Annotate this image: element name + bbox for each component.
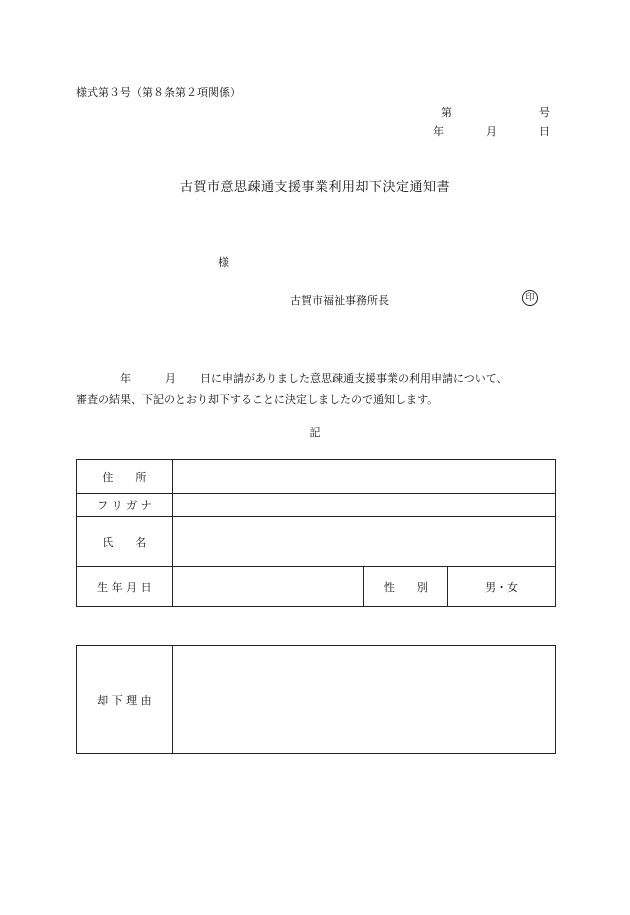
sex-label: 性 別 xyxy=(364,567,448,607)
ki-heading: 記 xyxy=(309,426,321,439)
reason-field[interactable] xyxy=(172,646,555,754)
furigana-label: フ リ ガ ナ xyxy=(77,494,173,517)
furigana-row xyxy=(77,494,556,517)
number-prefix: 第 xyxy=(441,106,452,119)
notice-body xyxy=(76,368,508,410)
sex-value[interactable]: 男・女 xyxy=(448,567,556,607)
birth-sex-row xyxy=(77,567,556,607)
applicant-info-table xyxy=(76,459,556,607)
seal-mark: 印 xyxy=(522,290,538,306)
reason-label: 却 下 理 由 xyxy=(77,646,173,754)
date-year: 年 xyxy=(433,125,444,138)
reason-row xyxy=(77,646,556,754)
notice-body-line-1 xyxy=(76,368,508,389)
address-label: 住 所 xyxy=(77,460,173,494)
document-number-line xyxy=(441,104,550,120)
furigana-field[interactable] xyxy=(172,494,555,517)
body-line1-rest: 日に申請がありました意思疎通支援事業の利用申請について、 xyxy=(200,372,508,385)
date-month: 月 xyxy=(486,125,497,138)
notice-body-line-2: 審査の結果、下記のとおり却下することに決定しましたので通知します。 xyxy=(76,393,439,406)
date-day: 日 xyxy=(539,125,550,138)
document-title: 古賀市意思疎通支援事業利用却下決定通知書 xyxy=(179,180,450,195)
addressee-suffix: 様 xyxy=(218,256,229,269)
name-row xyxy=(77,517,556,567)
address-row xyxy=(77,460,556,494)
form-id: 様式第３号（第８条第２項関係） xyxy=(76,86,241,99)
number-suffix: 号 xyxy=(539,106,550,119)
name-field[interactable] xyxy=(172,517,555,567)
address-field[interactable] xyxy=(172,460,555,494)
issue-date-line xyxy=(433,123,550,139)
birthdate-field[interactable] xyxy=(172,567,364,607)
body-year: 年 xyxy=(120,372,131,385)
birthdate-label: 生 年 月 日 xyxy=(77,567,173,607)
body-month: 月 xyxy=(165,372,176,385)
rejection-reason-table xyxy=(76,645,556,754)
name-label: 氏 名 xyxy=(77,517,173,567)
issuer-name: 古賀市福祉事務所長 xyxy=(290,294,389,307)
